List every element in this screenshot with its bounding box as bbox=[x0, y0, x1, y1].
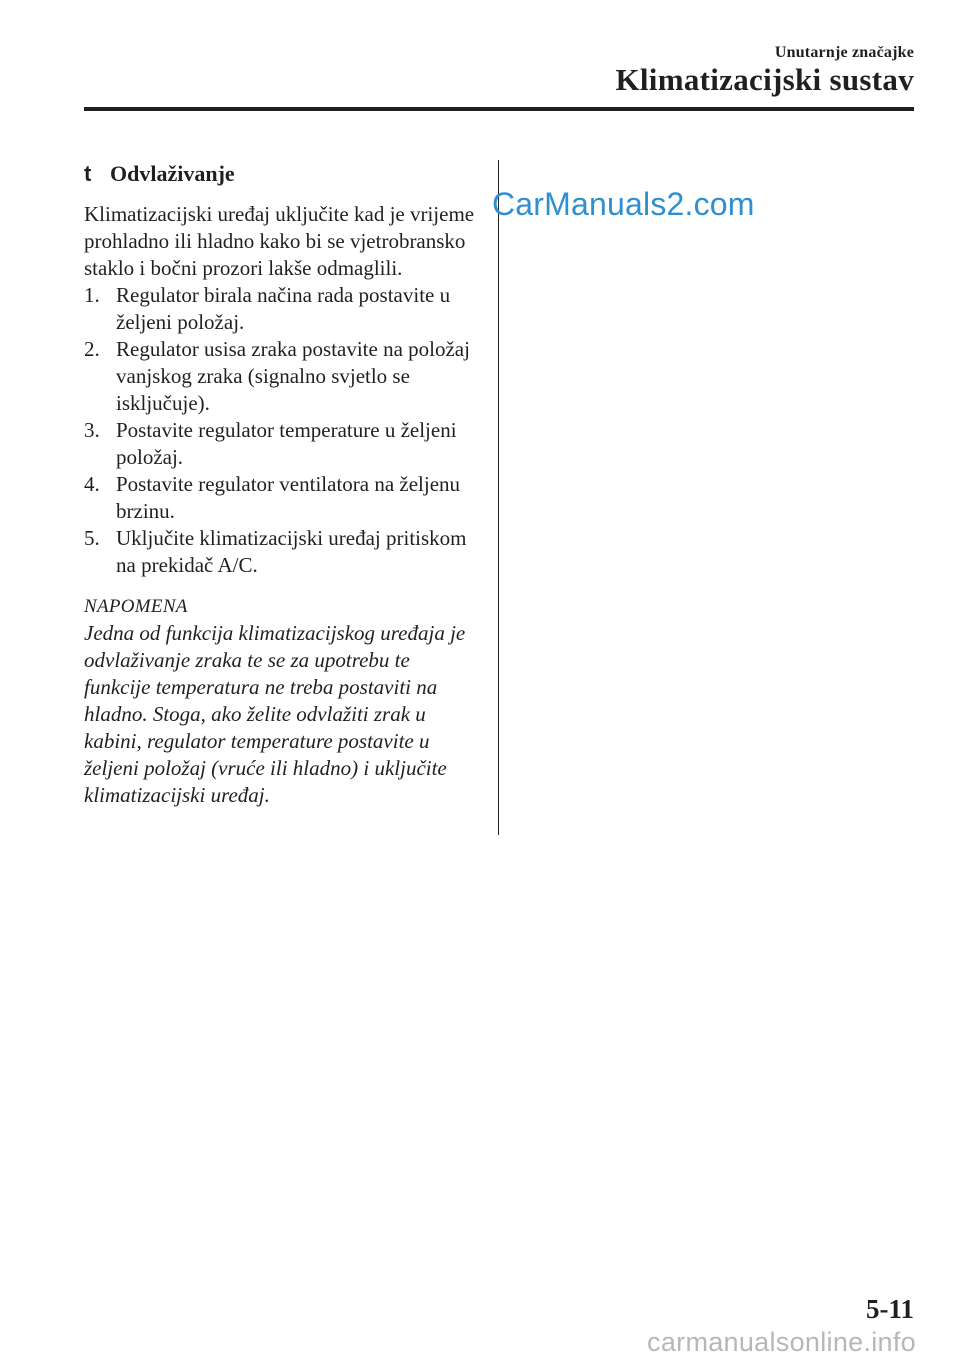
step-number: 4. bbox=[84, 472, 100, 496]
intro-paragraph: Klimatizacijski uređaj uključite kad je vrijeme prohladno ili hladno kako bi se vjetrobransko staklo i bočni prozori lakše odmaglili. bbox=[84, 202, 475, 280]
step-number: 3. bbox=[84, 418, 100, 442]
step-text: Postavite regulator ventilatora na željenu brzinu. bbox=[116, 472, 461, 523]
page-number: 5-11 bbox=[865, 1294, 914, 1324]
list-item bbox=[84, 336, 476, 417]
section-header-title: Klimatizacijski sustav bbox=[615, 62, 914, 97]
step-text: Regulator birala načina rada postavite u željeni položaj. bbox=[116, 283, 451, 334]
step-text: Regulator usisa zraka postavite na položaj vanjskog zraka (signalno svjetlo se isključuje). bbox=[116, 337, 470, 415]
step-text: Postavite regulator temperature u željeni položaj. bbox=[116, 418, 457, 469]
header-divider bbox=[84, 107, 914, 111]
step-number: 1. bbox=[84, 283, 100, 307]
section-marker-icon: t bbox=[84, 161, 92, 186]
list-item bbox=[84, 282, 476, 336]
note-heading: NAPOMENA bbox=[84, 596, 188, 617]
footer-watermark: carmanualsonline.info bbox=[647, 1327, 916, 1357]
section-heading bbox=[84, 160, 476, 187]
steps-list bbox=[84, 282, 476, 579]
chapter-title: Unutarnje značajke bbox=[774, 44, 914, 61]
column-divider bbox=[498, 160, 499, 835]
step-text: Uključite klimatizacijski uređaj pritiskom na prekidač A/C. bbox=[116, 526, 467, 577]
step-number: 2. bbox=[84, 337, 100, 361]
list-item bbox=[84, 471, 476, 525]
list-item bbox=[84, 525, 476, 579]
note-text: Jedna od funkcija klimatizacijskog uređaja je odvlaživanje zraka te se za upotrebu te funkcije temperatura ne treba postaviti na hladno. Stoga, ako želite odvlažiti zrak u kabini, regulator temperature postavite u željeni položaj (vruće ili hladno) i uključite klimatizacijski uređaj. bbox=[84, 621, 466, 807]
step-number: 5. bbox=[84, 526, 100, 550]
list-item bbox=[84, 417, 476, 471]
watermark-logo: CarManuals2.com bbox=[492, 186, 755, 222]
main-column bbox=[84, 160, 476, 809]
section-title: Odvlaživanje bbox=[110, 161, 235, 186]
